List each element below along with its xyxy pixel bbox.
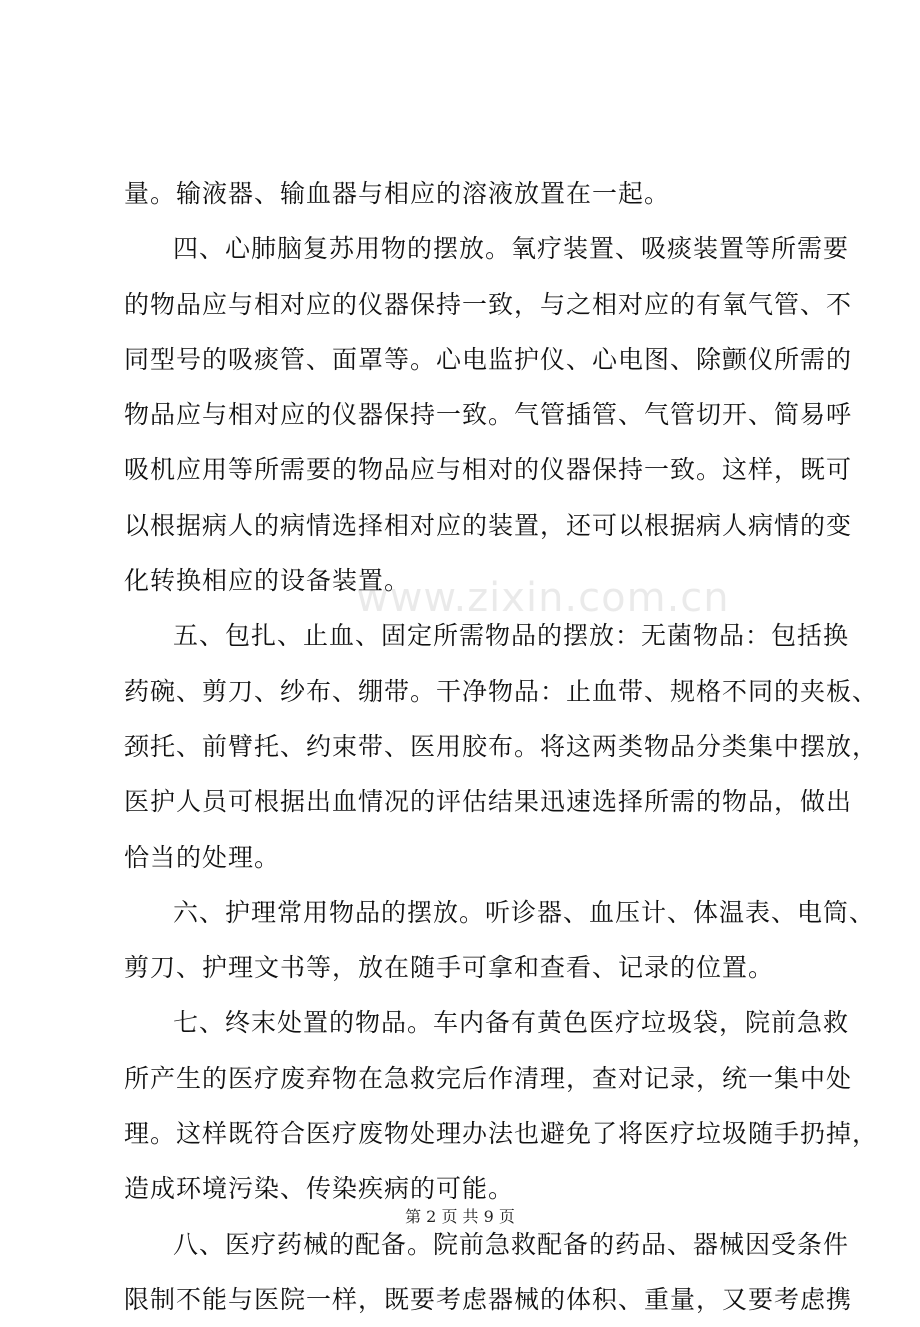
text-line: 造成环境污染、传染疾病的可能。 — [124, 1174, 515, 1204]
paragraph-start-line: 八、医疗药械的配备。院前急救配备的药品、器械因受条件 — [173, 1229, 850, 1259]
paragraph-start-line: 四、心肺脑复苏用物的摆放。氧疗装置、吸痰装置等所需要 — [173, 234, 850, 264]
text-line: 量。输液器、输血器与相应的溶液放置在一起。 — [124, 179, 671, 208]
text-line: 吸机应用等所需要的物品应与相对的仪器保持一致。这样，既可 — [124, 455, 853, 485]
text-line: 理。这样既符合医疗废物处理办法也避免了将医疗垃圾随手扔掉， — [124, 1119, 879, 1149]
text-line: 所产生的医疗废弃物在急救完后作清理，查对记录，统一集中处 — [124, 1063, 853, 1093]
text-line: 药碗、剪刀、纱布、绷带。干净物品：止血带、规格不同的夹板、 — [124, 676, 879, 706]
text-line: 的物品应与相对应的仪器保持一致，与之相对应的有氧气管、不 — [124, 289, 853, 319]
paragraph-start-line: 六、护理常用物品的摆放。听诊器、血压计、体温表、电筒、 — [173, 897, 876, 927]
text-line: 以根据病人的病情选择相对应的装置，还可以根据病人病情的变 — [124, 510, 853, 540]
watermark-text: www.zixin.com.cn — [356, 575, 730, 621]
paragraph-start-line: 五、包扎、止血、固定所需物品的摆放：无菌物品：包括换 — [173, 621, 850, 651]
text-line: 医护人员可根据出血情况的评估结果迅速选择所需的物品，做出 — [124, 787, 853, 817]
page-number-footer: 第 2 页 共 9 页 — [405, 1207, 515, 1226]
paragraph-start-line: 七、终末处置的物品。车内备有黄色医疗垃圾袋，院前急救 — [173, 1008, 850, 1038]
text-line: 物品应与相对应的仪器保持一致。气管插管、气管切开、简易呼 — [124, 400, 853, 430]
text-line: 同型号的吸痰管、面罩等。心电监护仪、心电图、除颤仪所需的 — [124, 344, 853, 374]
text-line: 颈托、前臂托、约束带、医用胶布。将这两类物品分类集中摆放， — [124, 731, 879, 761]
text-line: 剪刀、护理文书等，放在随手可拿和查看、记录的位置。 — [124, 953, 775, 983]
document-body — [124, 166, 879, 1327]
text-line: 限制不能与医院一样，既要考虑器械的体积、重量，又要考虑携 — [124, 1284, 853, 1314]
text-line: 恰当的处理。 — [124, 842, 281, 872]
text-line: 化转换相应的设备装置。 — [124, 566, 411, 596]
